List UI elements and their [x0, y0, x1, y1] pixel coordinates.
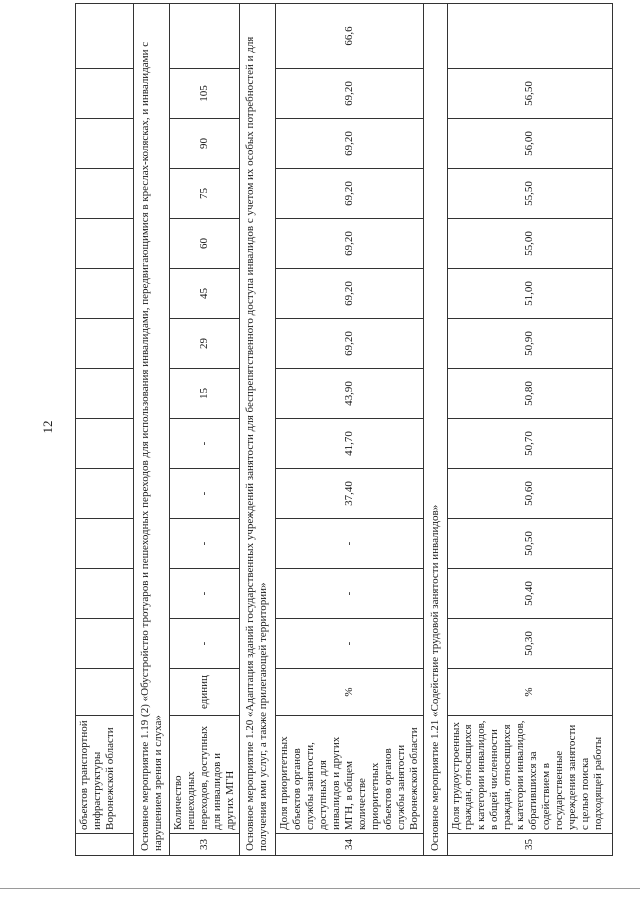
value-cell: 50,70 [447, 419, 612, 469]
value-cell: - [275, 519, 423, 569]
rotated-page-area [65, 0, 640, 860]
value-cell: 50,40 [447, 569, 612, 619]
value-cell: - [275, 619, 423, 669]
rotated-content [65, 0, 640, 860]
value-cell: 29 [170, 319, 240, 369]
value-cell: 15 [170, 369, 240, 419]
unit-cell: % [447, 669, 612, 716]
table-row-continued [76, 4, 134, 856]
indicators-table [75, 3, 613, 856]
value-cell: - [275, 569, 423, 619]
value-cell: - [170, 469, 240, 519]
row-number: 35 [447, 834, 612, 856]
value-cell: 50,30 [447, 619, 612, 669]
value-cell: 50,80 [447, 369, 612, 419]
value-cell: - [170, 569, 240, 619]
value-cell: 56,00 [447, 119, 612, 169]
value-cell: 50,90 [447, 319, 612, 369]
value-cell: 69,20 [275, 269, 423, 319]
value-cell: - [170, 619, 240, 669]
value-cell: 43,90 [275, 369, 423, 419]
value-cell: 105 [170, 69, 240, 119]
value-cell: 56,50 [447, 69, 612, 119]
value-cell: 75 [170, 169, 240, 219]
unit-cell: единиц [170, 669, 240, 716]
indicator-name: Доля трудоустроенных граждан, относящихся к категории инвалидов, в общей численности граждан, относящихся к категории инвалидов, обратившихся за содействием в государственные учреждения занятости с целью поиска подходящей работы [447, 716, 612, 834]
value-cell: 90 [170, 119, 240, 169]
value-cell: 50,60 [447, 469, 612, 519]
page-number: 12 [40, 420, 55, 434]
value-cell: 55,50 [447, 169, 612, 219]
unit-cell: % [275, 669, 423, 716]
value-cell: 69,20 [275, 119, 423, 169]
row-number: 34 [275, 834, 423, 856]
cell-unit [76, 669, 134, 716]
value-cell: 60 [170, 219, 240, 269]
section-header-row [423, 4, 447, 856]
value-cell: - [170, 419, 240, 469]
cell-num [76, 834, 134, 856]
section-title: Основное мероприятие 1.20 «Адаптация зданий государственных учреждений занятости для беспрепятственного доступа инвалидов с учетом их особых потребностей и для получения ими услуг, а также прилегающей территории» [239, 4, 275, 856]
row-number: 33 [170, 834, 240, 856]
indicator-name: Количество пешеходных переходов, доступных для инвалидов и других МГН [170, 716, 240, 834]
page-bottom-rule [0, 888, 640, 889]
table-row [170, 4, 240, 856]
value-cell: 69,20 [275, 319, 423, 369]
table-row [275, 4, 423, 856]
value-cell [447, 4, 612, 69]
value-cell: 41,70 [275, 419, 423, 469]
section-title: Основное мероприятие 1.21 «Содействие трудовой занятости инвалидов» [423, 4, 447, 856]
value-cell: 69,20 [275, 69, 423, 119]
value-cell: - [170, 519, 240, 569]
section-header-row [134, 4, 170, 856]
value-cell: 69,20 [275, 219, 423, 269]
table-row [447, 4, 612, 856]
value-cell: 45 [170, 269, 240, 319]
value-cell: 50,50 [447, 519, 612, 569]
section-title: Основное мероприятие 1.19 (2) «Обустройство тротуаров и пешеходных переходов для использования инвалидами, передвигающимися в креслах-колясках, и инвалидами с нарушением зрения и слуха» [134, 4, 170, 856]
value-cell: 69,20 [275, 169, 423, 219]
value-cell: 37,40 [275, 469, 423, 519]
section-header-row [239, 4, 275, 856]
value-cell [170, 4, 240, 69]
value-cell: 55,00 [447, 219, 612, 269]
indicator-name: Доля приоритетных объектов органов службы занятости, доступных для инвалидов и других МГН, в общем количестве приоритетных объектов органов службы занятости Воронежской области [275, 716, 423, 834]
cell-name: объектов транспортной инфраструктуры Воронежской области [76, 716, 134, 834]
value-cell: 66,6 [275, 4, 423, 69]
value-cell: 51,00 [447, 269, 612, 319]
